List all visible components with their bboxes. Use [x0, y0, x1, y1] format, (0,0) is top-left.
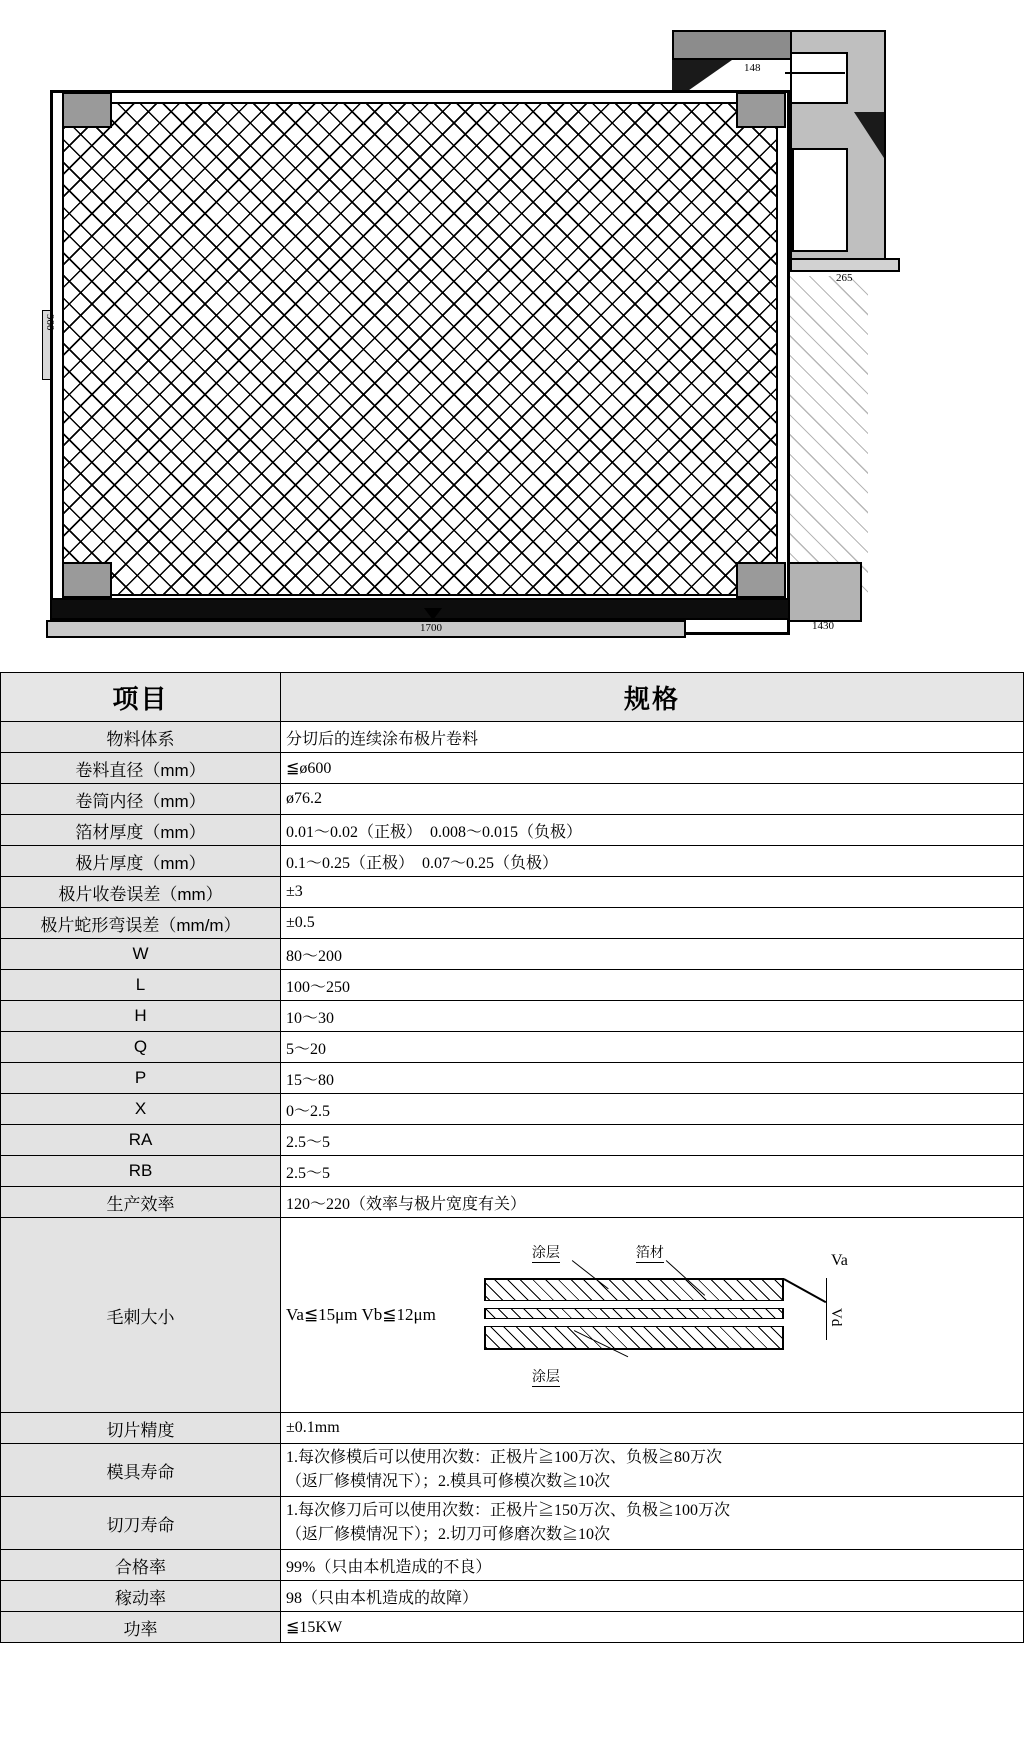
row-item-label: 卷料直径（mm）: [1, 753, 281, 784]
row-value-line: 1.每次修模后可以使用次数：正极片≧100万次、负极≧80万次: [286, 1449, 723, 1466]
table-row: [1, 1156, 1024, 1187]
row-value: 0.1～0.25（正极） 0.07～0.25（负极）: [281, 846, 1024, 877]
burr-body: [484, 1278, 784, 1350]
drawing-corner-top-left: [62, 92, 112, 128]
row-item-label: 功率: [1, 1612, 281, 1643]
drawing-right-lower-hatch: [790, 276, 868, 594]
table-row: [1, 1444, 1024, 1497]
row-item-label: 模具寿命: [1, 1444, 281, 1497]
drawing-corner-top-right: [736, 92, 786, 128]
table-header-row: [1, 673, 1024, 722]
table-row: [1, 815, 1024, 846]
table-row: [1, 753, 1024, 784]
row-value: ø76.2: [281, 784, 1024, 815]
table-row: [1, 784, 1024, 815]
row-value: 2.5～5: [281, 1125, 1024, 1156]
burr-label-vd: Vd: [827, 1308, 844, 1327]
burr-value-text: Va≦15μm Vb≦12μm: [286, 1305, 436, 1324]
row-value: 99%（只由本机造成的不良）: [281, 1550, 1024, 1581]
row-value: ≦ø600: [281, 753, 1024, 784]
row-value-line: 1.每次修刀后可以使用次数：正极片≧150万次、负极≧100万次: [286, 1502, 731, 1519]
row-item-label: 生产效率: [1, 1187, 281, 1218]
table-row: [1, 1063, 1024, 1094]
table-row: [1, 1612, 1024, 1643]
drawing-bottom-base: [46, 620, 686, 638]
row-value: 98（只由本机造成的故障）: [281, 1581, 1024, 1612]
row-item-label: 卷筒内径（mm）: [1, 784, 281, 815]
dim-label-900: 900: [44, 314, 56, 331]
dim-label-265: 265: [836, 272, 853, 284]
header-item: 项目: [1, 673, 281, 722]
burr-label-va: Va: [830, 1252, 848, 1269]
machine-drawing: [0, 0, 1024, 672]
row-value: 10～30: [281, 1001, 1024, 1032]
row-value: ±0.5: [281, 908, 1024, 939]
specification-table: [0, 672, 1024, 1643]
row-item-label: L: [1, 970, 281, 1001]
row-value: 100～250: [281, 970, 1024, 1001]
row-value: [281, 1497, 1024, 1550]
row-item-label: RA: [1, 1125, 281, 1156]
table-row: [1, 722, 1024, 753]
dim-arrow-bottom: [424, 608, 442, 620]
row-item-label: RB: [1, 1156, 281, 1187]
row-item-label: H: [1, 1001, 281, 1032]
table-row: [1, 1125, 1024, 1156]
burr-foil-strip-lower: [484, 1318, 784, 1327]
table-row: [1, 1497, 1024, 1550]
table-row: [1, 1581, 1024, 1612]
row-value: 15～80: [281, 1063, 1024, 1094]
row-value: 0.01～0.02（正极） 0.008～0.015（负极）: [281, 815, 1024, 846]
burr-diagram: [454, 1230, 854, 1400]
burr-leader-diagonal: [783, 1278, 826, 1303]
burr-cell: [286, 1220, 1018, 1410]
row-item-label: 极片收卷误差（mm）: [1, 877, 281, 908]
dim-label-1430: 1430: [812, 620, 834, 632]
row-value-line: （返厂修模情况下）；2.切刀可修磨次数≧10次: [286, 1526, 611, 1543]
row-item-label: Q: [1, 1032, 281, 1063]
header-spec: 规格: [281, 673, 1024, 722]
row-item-label: W: [1, 939, 281, 970]
dim-label-1700: 1700: [420, 622, 442, 634]
row-value: ±3: [281, 877, 1024, 908]
burr-label-foil: 箔材: [636, 1242, 664, 1263]
dim-label-148: 148: [744, 62, 761, 74]
row-value: ≦15KW: [281, 1612, 1024, 1643]
table-row: [1, 1413, 1024, 1444]
table-row: [1, 1187, 1024, 1218]
row-value-line: （返厂修模情况下）；2.模具可修模次数≧10次: [286, 1473, 611, 1490]
table-row: [1, 1218, 1024, 1413]
drawing-top-dark-block: [672, 30, 792, 60]
table-row: [1, 877, 1024, 908]
row-item-label: X: [1, 1094, 281, 1125]
row-value: 2.5～5: [281, 1156, 1024, 1187]
row-value: [281, 1444, 1024, 1497]
burr-label-coating-bottom: 涂层: [532, 1366, 560, 1387]
row-value: 120～220（效率与极片宽度有关）: [281, 1187, 1024, 1218]
row-value: 0～2.5: [281, 1094, 1024, 1125]
row-value: ±0.1mm: [281, 1413, 1024, 1444]
row-item-label: 稼动率: [1, 1581, 281, 1612]
table-row: [1, 908, 1024, 939]
table-row: [1, 970, 1024, 1001]
table-row: [1, 1094, 1024, 1125]
row-item-label: 极片蛇形弯误差（mm/m）: [1, 908, 281, 939]
table-row: [1, 846, 1024, 877]
dim-line-top: [785, 72, 845, 74]
row-item-label: 物料体系: [1, 722, 281, 753]
row-value: 分切后的连续涂布极片卷料: [281, 722, 1024, 753]
drawing-right-shelf: [790, 258, 900, 272]
row-item-label: P: [1, 1063, 281, 1094]
drawing-bottom-bar: [50, 598, 790, 620]
row-item-label: 箔材厚度（mm）: [1, 815, 281, 846]
table-row: [1, 1001, 1024, 1032]
row-item-label: 切片精度: [1, 1413, 281, 1444]
table-row: [1, 939, 1024, 970]
table-row: [1, 1550, 1024, 1581]
row-item-label: 合格率: [1, 1550, 281, 1581]
drawing-corner-bottom-left: [62, 562, 112, 598]
row-item-label: 极片厚度（mm）: [1, 846, 281, 877]
drawing-right-box: [792, 148, 848, 252]
drawing-mesh-guard: [62, 102, 778, 596]
table-row: [1, 1032, 1024, 1063]
row-value: [281, 1218, 1024, 1413]
drawing-hopper: [790, 52, 848, 104]
drawing-triangle-d: [854, 112, 884, 158]
row-item-label: 切刀寿命: [1, 1497, 281, 1550]
drawing-corner-bottom-right: [736, 562, 786, 598]
row-value: 80～200: [281, 939, 1024, 970]
burr-label-coating-top: 涂层: [532, 1242, 560, 1263]
row-item-label: 毛刺大小: [1, 1218, 281, 1413]
burr-foil-strip-upper: [484, 1300, 784, 1309]
row-value: 5～20: [281, 1032, 1024, 1063]
